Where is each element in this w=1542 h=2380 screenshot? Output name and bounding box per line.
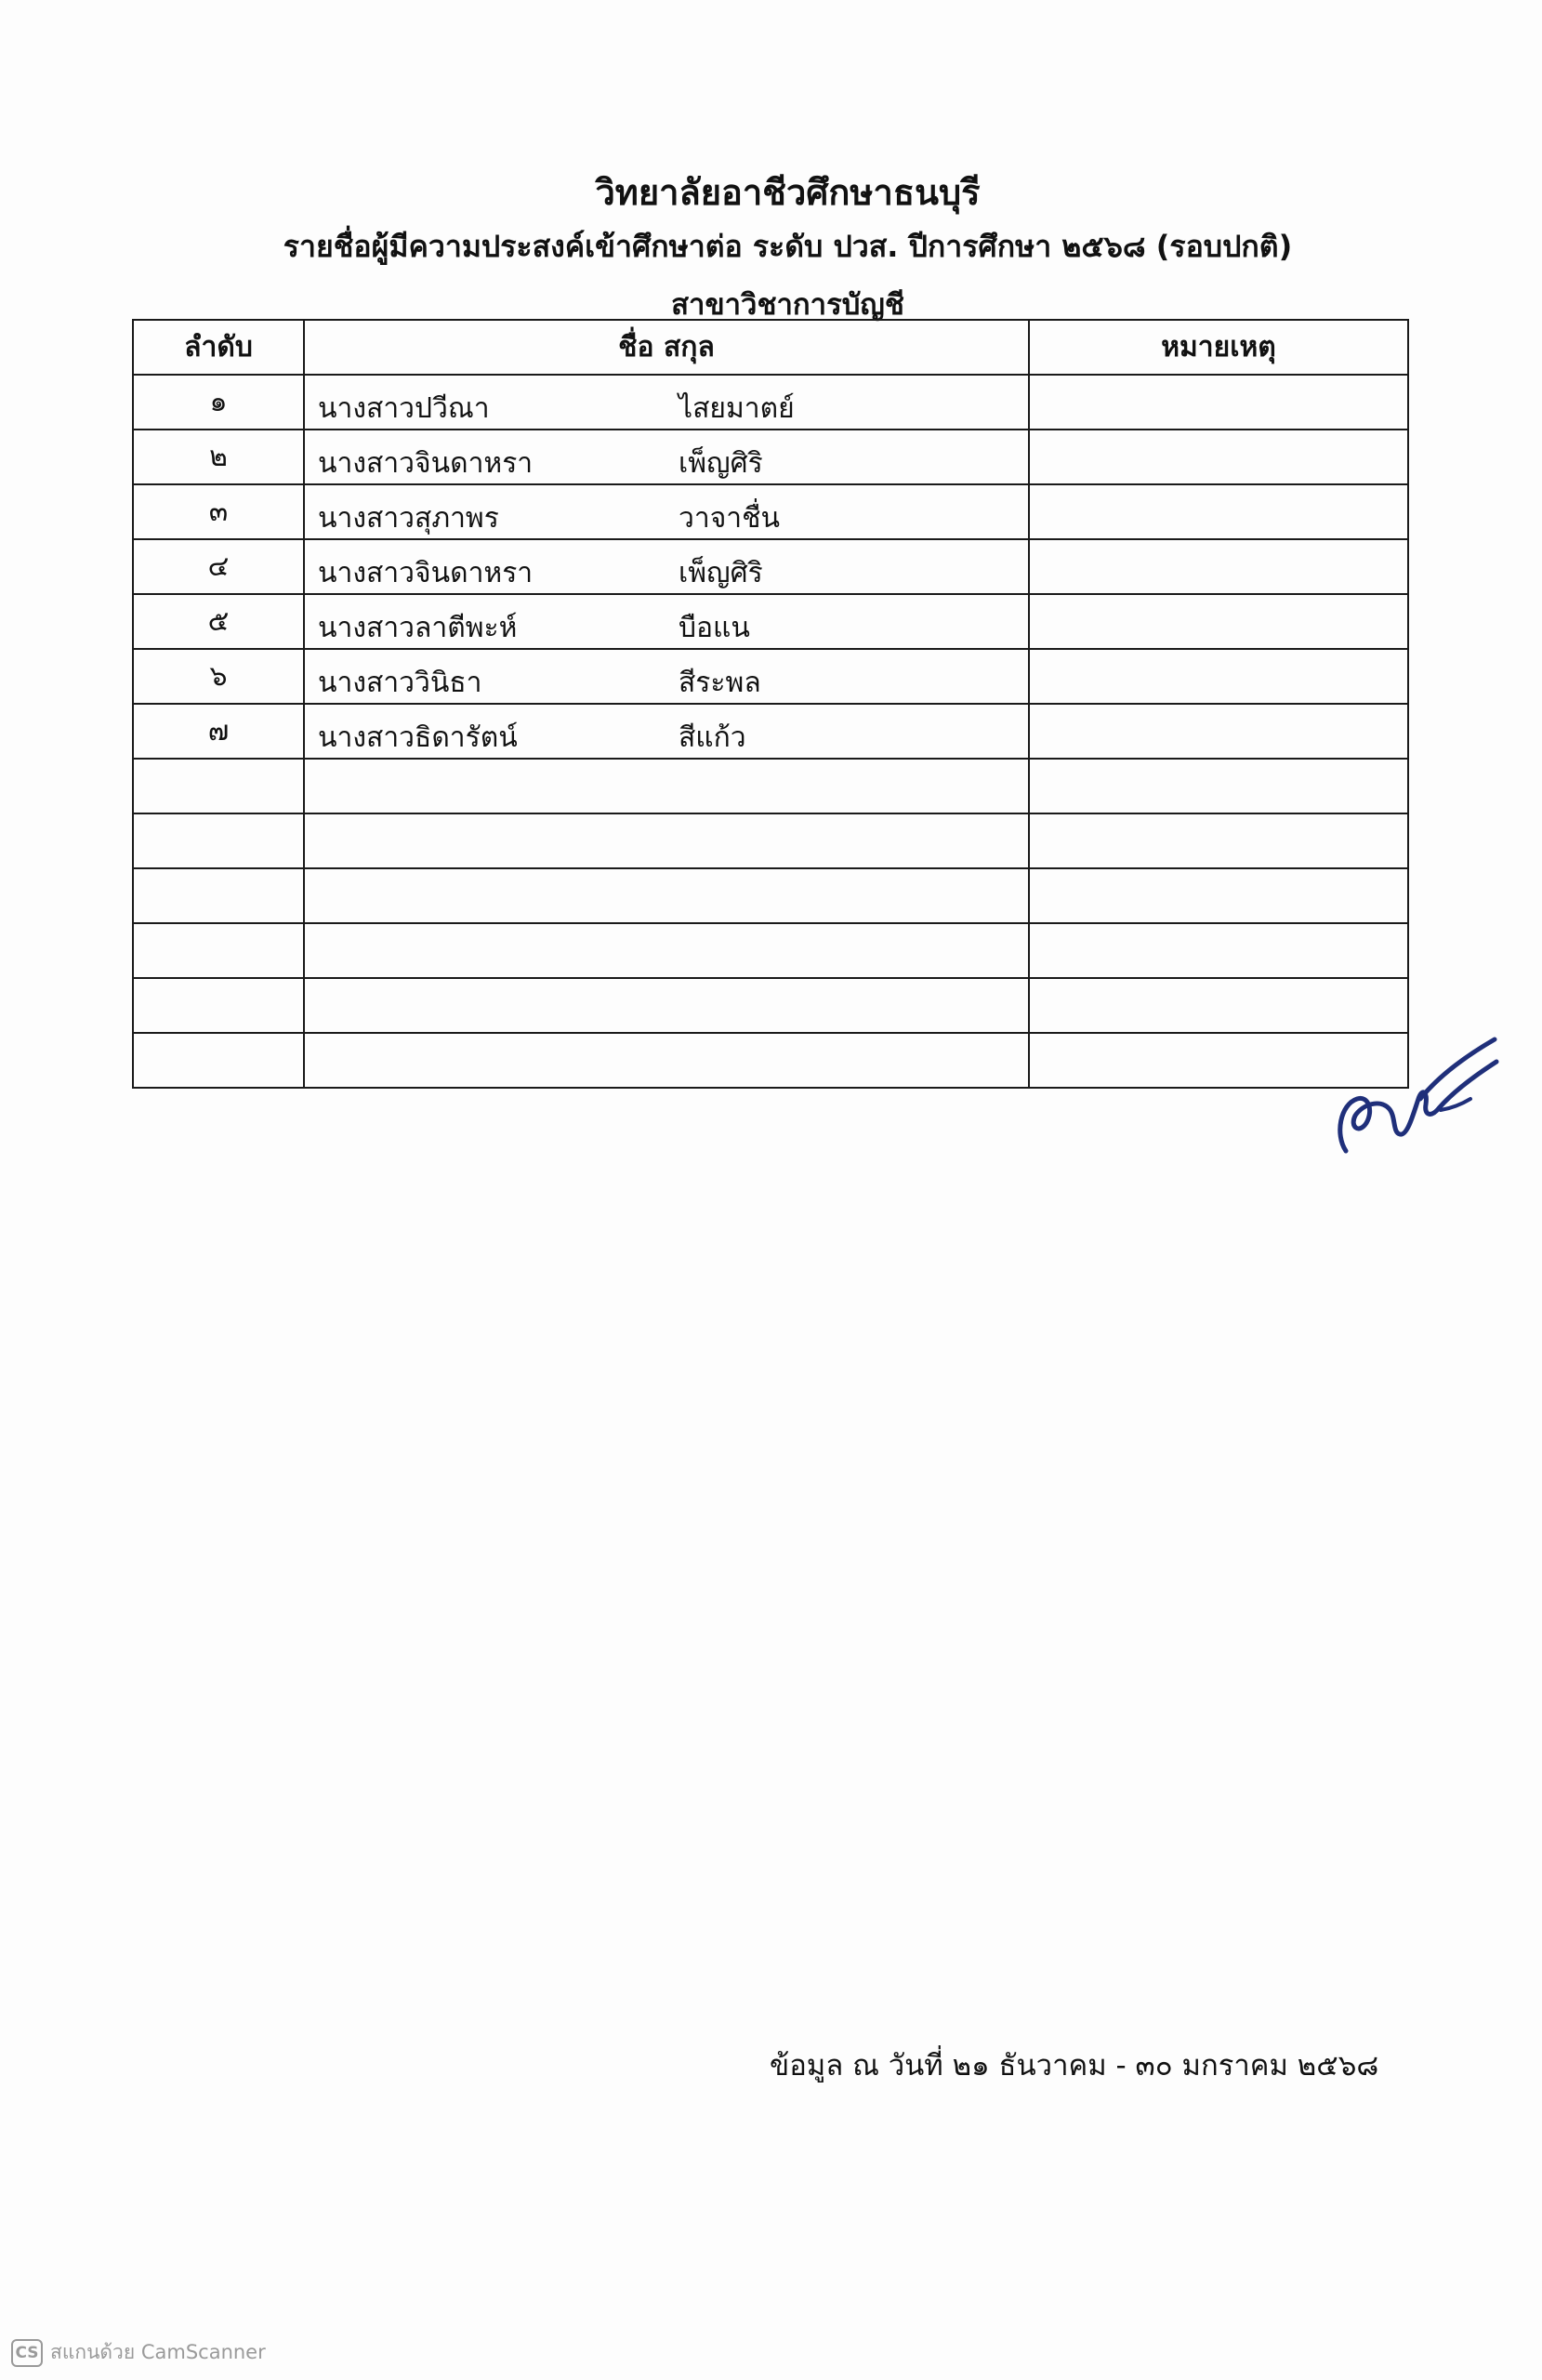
- order-column-header: ลำดับ: [133, 320, 304, 375]
- order-cell: [133, 978, 304, 1033]
- name-cell: [304, 868, 1029, 923]
- last-name: เพ็ญศิริ: [679, 557, 763, 589]
- last-name: ไสยมาตย์: [679, 392, 795, 425]
- order-cell: [133, 813, 304, 868]
- last-name: สีระพล: [679, 667, 761, 699]
- name-cell: [304, 430, 1029, 484]
- remark-cell: [1029, 375, 1408, 430]
- department-heading: สาขาวิชาการบัญชี: [671, 288, 904, 322]
- order-cell: [133, 1033, 304, 1088]
- name-cell: [304, 704, 1029, 759]
- table-row: [133, 539, 1408, 594]
- order-cell: ๖: [133, 649, 304, 704]
- applicant-table: [132, 319, 1409, 1089]
- name-cell: [304, 649, 1029, 704]
- order-cell: ๓: [133, 484, 304, 539]
- table-row: [133, 813, 1408, 868]
- first-name: นางสาวจินดาหรา: [318, 447, 534, 480]
- remark-cell: [1029, 649, 1408, 704]
- table-row: [133, 704, 1408, 759]
- remark-cell: [1029, 539, 1408, 594]
- order-cell: [133, 923, 304, 978]
- remark-cell: [1029, 923, 1408, 978]
- remark-cell: [1029, 594, 1408, 649]
- name-cell: [304, 484, 1029, 539]
- order-cell: [133, 759, 304, 813]
- table-row: [133, 484, 1408, 539]
- name-cell: [304, 1033, 1029, 1088]
- remark-cell: [1029, 868, 1408, 923]
- order-cell: [133, 868, 304, 923]
- name-cell: [304, 813, 1029, 868]
- list-title-heading: รายชื่อผู้มีความประสงค์เข้าศึกษาต่อ ระดับ ปวส. ปีการศึกษา ๒๕๖๘ (รอบปกติ): [283, 229, 1293, 264]
- first-name: นางสาวสุภาพร: [318, 502, 499, 535]
- order-cell: ๔: [133, 539, 304, 594]
- camscanner-watermark: [11, 2337, 266, 2368]
- name-cell: [304, 594, 1029, 649]
- first-name: นางสาววินิธา: [318, 667, 482, 699]
- name-cell: [304, 923, 1029, 978]
- table-row: [133, 594, 1408, 649]
- last-name: เพ็ญศิริ: [679, 447, 763, 480]
- remark-column-header: หมายเหตุ: [1029, 320, 1408, 375]
- name-cell: [304, 978, 1029, 1033]
- handwritten-signature: [1331, 995, 1517, 1162]
- table-row: [133, 430, 1408, 484]
- first-name: นางสาวลาตีพะห์: [318, 612, 518, 644]
- remark-cell: [1029, 813, 1408, 868]
- table-row: [133, 868, 1408, 923]
- watermark-text: สแกนด้วย CamScanner: [50, 2341, 266, 2363]
- table-row: [133, 375, 1408, 430]
- school-name-heading: วิทยาลัยอาชีวศึกษาธนบุรี: [595, 172, 981, 213]
- first-name: นางสาวปวีณา: [318, 392, 490, 425]
- order-cell: ๒: [133, 430, 304, 484]
- table-row: [133, 759, 1408, 813]
- order-cell: ๕: [133, 594, 304, 649]
- name-cell: [304, 759, 1029, 813]
- table-body: [133, 375, 1408, 1088]
- remark-cell: [1029, 759, 1408, 813]
- last-name: สีแก้ว: [679, 721, 746, 754]
- name-cell: [304, 539, 1029, 594]
- remark-cell: [1029, 484, 1408, 539]
- table-row: [133, 1033, 1408, 1088]
- remark-cell: [1029, 704, 1408, 759]
- last-name: วาจาชื่น: [679, 502, 780, 535]
- remark-cell: [1029, 430, 1408, 484]
- camscanner-logo-icon: CS: [11, 2339, 43, 2367]
- table-row: [133, 649, 1408, 704]
- name-column-header: ชื่อ สกุล: [304, 320, 1029, 375]
- table-row: [133, 923, 1408, 978]
- table-header-row: [133, 320, 1408, 375]
- data-date-note: ข้อมูล ณ วันที่ ๒๑ ธันวาคม - ๓๐ มกราคม ๒๕๖๘: [770, 2049, 1379, 2082]
- last-name: บือแน: [679, 612, 750, 644]
- table-row: [133, 978, 1408, 1033]
- order-cell: ๑: [133, 375, 304, 430]
- first-name: นางสาวจินดาหรา: [318, 557, 534, 589]
- first-name: นางสาวธิดารัตน์: [318, 721, 518, 754]
- order-cell: ๗: [133, 704, 304, 759]
- name-cell: [304, 375, 1029, 430]
